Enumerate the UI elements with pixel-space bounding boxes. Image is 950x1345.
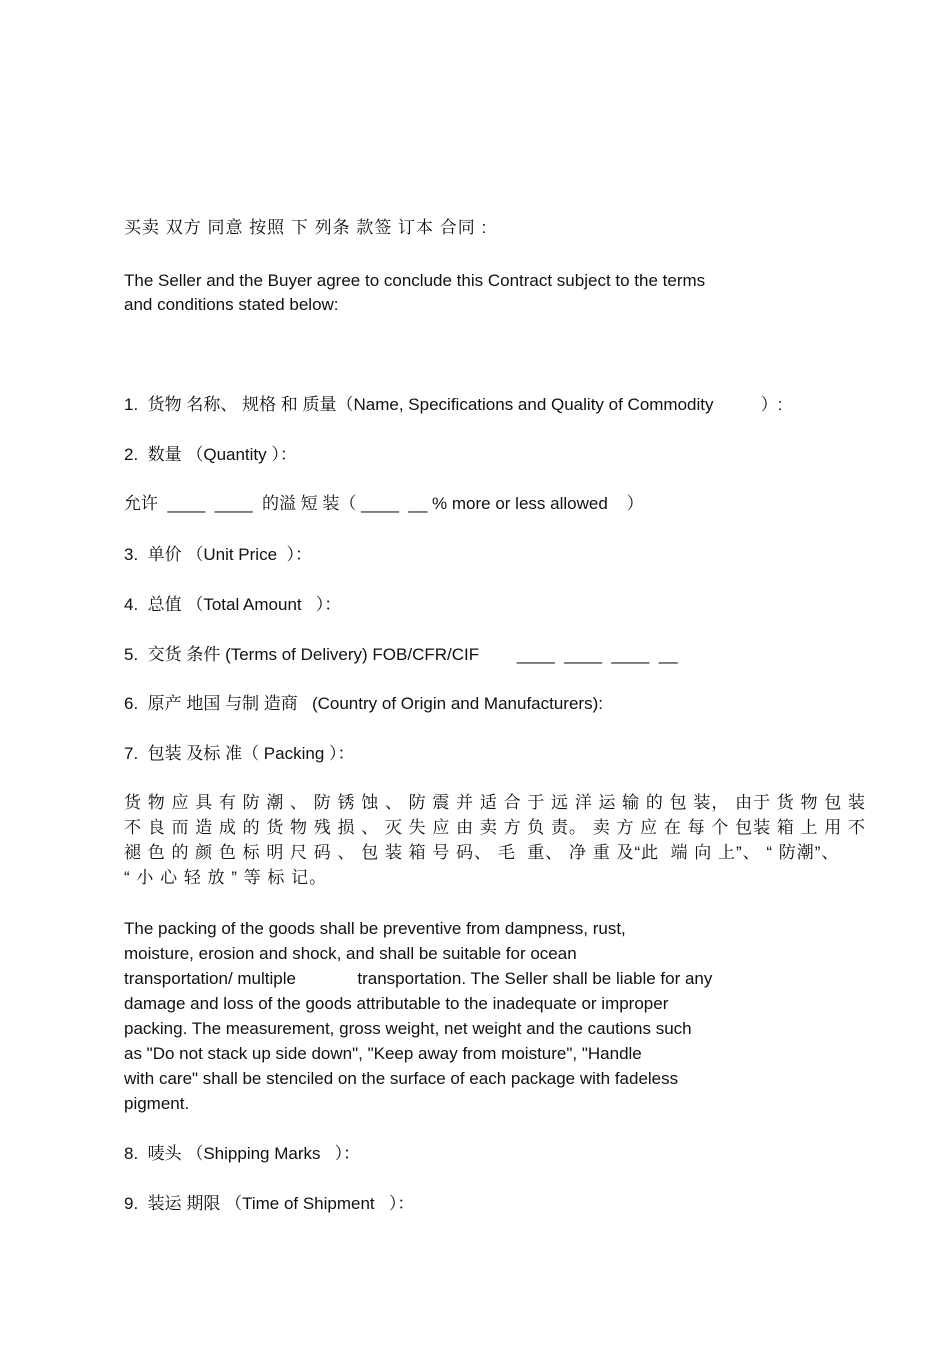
clause-1-commodity: 1. 货物 名称、 规格 和 质量（Name, Specifications and Quality of Commodity ）: — [124, 395, 783, 414]
clause-2-tolerance-note: 允许 ____ ____ 的溢 短 装（ ____ __ % more or less allowed ） — [124, 494, 644, 513]
packing-chinese-line: 不 良 而 造 成 的 货 物 残 损 、 灭 失 应 由 卖 方 负 责。 卖 方 应 在 每 个 包装 箱 上 用 不 — [124, 818, 866, 837]
intro-english-line-2: and conditions stated below: — [124, 295, 339, 314]
packing-english-line: as "Do not stack up side down", "Keep away from moisture", "Handle — [124, 1044, 642, 1063]
clause-3-unit-price: 3. 单价 （Unit Price ）： — [124, 545, 312, 564]
clause-5-terms-of-delivery: 5. 交货 条件 (Terms of Delivery) FOB/CFR/CIF ____ ____ ____ __ — [124, 645, 678, 664]
packing-english-line: The packing of the goods shall be preventive from dampness, rust, — [124, 919, 626, 938]
packing-chinese-line: 褪 色 的 颜 色 标 明 尺 码 、 包 装 箱 号 码、 毛 重、 净 重 及“此 端 向 上”、 “ 防潮”、 — [124, 843, 840, 862]
intro-english-line-1: The Seller and the Buyer agree to conclude this Contract subject to the terms — [124, 271, 706, 290]
clause-8-shipping-marks: 8. 唛头 （Shipping Marks ）： — [124, 1144, 361, 1163]
packing-chinese-line: 货 物 应 具 有 防 潮 、 防 锈 蚀 、 防 震 并 适 合 于 远 洋 运 输 的 包 装， 由于 货 物 包 装 — [124, 793, 866, 812]
clause-4-total-amount: 4. 总值 （Total Amount ）： — [124, 595, 342, 614]
packing-english-line: damage and loss of the goods attributable to the inadequate or improper — [124, 994, 669, 1013]
clause-7-packing: 7. 包装 及标 准（ Packing ）： — [124, 744, 355, 763]
clause-6-origin-manufacturer: 6. 原产 地国 与制 造商 (Country of Origin and Manufacturers): — [124, 694, 603, 713]
packing-chinese-line: “ 小 心 轻 放 ” 等 标 记。 — [124, 868, 328, 887]
packing-english-line: with care" shall be stenciled on the surface of each package with fadeless — [124, 1069, 679, 1088]
packing-english-line: transportation/ multiple transportation. The Seller shall be liable for any — [124, 969, 713, 988]
clause-9-time-of-shipment: 9. 装运 期限 （Time of Shipment ）： — [124, 1194, 415, 1213]
packing-english-line: moisture, erosion and shock, and shall be suitable for ocean — [124, 944, 577, 963]
packing-english-line: packing. The measurement, gross weight, net weight and the cautions such — [124, 1019, 692, 1038]
clause-2-quantity: 2. 数量 （Quantity ）： — [124, 445, 297, 464]
packing-english-line: pigment. — [124, 1094, 190, 1113]
intro-chinese: 买卖 双方 同意 按照 下 列条 款签 订本 合同 : — [124, 218, 488, 237]
